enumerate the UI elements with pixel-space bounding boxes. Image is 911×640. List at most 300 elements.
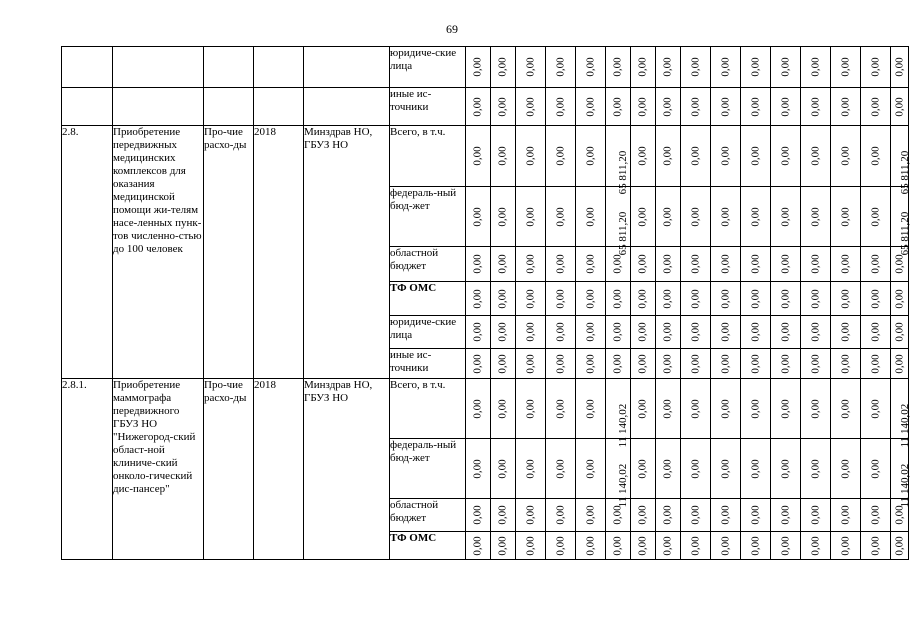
value-text: 0,00	[749, 96, 761, 117]
value-cell	[801, 187, 831, 247]
value-text: 0,00	[636, 206, 649, 227]
value-text: 0,00	[584, 57, 596, 77]
value-text: 0,00	[893, 353, 905, 374]
value-text: 0,00	[689, 535, 701, 556]
value-cell	[891, 379, 911, 448]
value-text: 0,00	[636, 398, 649, 419]
table-row	[62, 47, 909, 88]
item-year: 2018	[254, 126, 304, 379]
value-cell	[631, 379, 656, 439]
value-text: 65 811,20	[898, 150, 911, 195]
value-cell	[801, 126, 831, 187]
value-cell	[631, 47, 656, 88]
value-cell	[891, 88, 909, 126]
cont-exec	[304, 47, 390, 88]
value-cell	[576, 187, 606, 247]
value-text: 0,00	[719, 206, 731, 227]
cont-name	[113, 88, 204, 126]
value-text: 0,00	[471, 254, 484, 274]
value-text: 0,00	[809, 505, 821, 525]
table-row	[62, 379, 909, 439]
value-text: 11 140,02	[617, 463, 629, 508]
value-cell	[831, 247, 861, 282]
value-text: 0,00	[554, 206, 566, 227]
value-text: 0,00	[611, 505, 624, 525]
value-text: 0,00	[839, 146, 851, 166]
value-cell	[631, 349, 656, 379]
value-text: 0,00	[779, 57, 791, 77]
value-cell	[711, 499, 741, 532]
cont-type	[204, 47, 254, 88]
value-text: 0,00	[779, 206, 791, 227]
value-cell	[681, 379, 711, 439]
value-cell	[681, 532, 711, 560]
item-expense-type: Про-чие расхо-ды	[204, 379, 254, 560]
value-cell	[631, 282, 656, 316]
cont-year	[254, 47, 304, 88]
value-cell	[516, 247, 546, 282]
value-text: 0,00	[636, 458, 649, 479]
value-cell	[711, 532, 741, 560]
value-cell	[711, 379, 741, 439]
value-cell	[741, 316, 771, 349]
source-other: иные ис-точники	[390, 88, 466, 126]
value-cell	[831, 187, 861, 247]
value-text: 0,00	[611, 535, 624, 556]
value-text: 0,00	[749, 398, 761, 419]
value-text: 0,00	[636, 322, 649, 342]
value-text: 0,00	[893, 254, 905, 274]
value-text: 0,00	[779, 353, 791, 374]
value-cell	[491, 532, 516, 560]
value-text: 0,00	[554, 398, 566, 419]
table-row	[62, 88, 909, 126]
value-text: 11 140,02	[898, 403, 911, 448]
value-text: 0,00	[809, 353, 821, 374]
value-text: 0,00	[584, 96, 596, 117]
value-cell	[606, 282, 631, 316]
value-text: 0,00	[779, 146, 791, 166]
value-text: 0,00	[496, 206, 509, 227]
value-cell	[516, 349, 546, 379]
value-text: 0,00	[554, 458, 566, 479]
value-cell	[656, 499, 681, 532]
value-text: 0,00	[584, 458, 596, 479]
value-cell	[801, 282, 831, 316]
value-text: 0,00	[584, 535, 596, 556]
item-number: 2.8.	[62, 126, 113, 379]
value-text: 0,00	[471, 398, 484, 419]
value-cell	[491, 379, 516, 439]
value-text: 0,00	[524, 322, 536, 342]
value-text: 0,00	[839, 353, 851, 374]
value-text: 0,00	[661, 57, 674, 77]
value-cell	[606, 532, 631, 560]
value-text: 0,00	[689, 458, 701, 479]
value-text: 0,00	[524, 535, 536, 556]
value-cell	[801, 88, 831, 126]
value-text: 0,00	[471, 353, 484, 374]
cont-exec	[304, 88, 390, 126]
value-cell	[711, 88, 741, 126]
value-cell	[891, 247, 909, 282]
value-text: 0,00	[584, 206, 596, 227]
value-text: 0,00	[471, 206, 484, 227]
value-cell	[741, 532, 771, 560]
source-total: Всего, в т.ч.	[390, 126, 466, 187]
value-cell	[466, 379, 491, 439]
value-text: 0,00	[893, 322, 905, 342]
value-cell	[466, 316, 491, 349]
value-cell	[681, 282, 711, 316]
value-text: 0,00	[636, 505, 649, 525]
value-text: 0,00	[661, 146, 674, 166]
value-text: 65 811,20	[617, 211, 629, 256]
value-text: 0,00	[524, 353, 536, 374]
value-text: 0,00	[779, 322, 791, 342]
item-name: Приобретение передвижных медицинских комплексов для оказания медицинской помощи жи-телям насе-ленных пунк-тов численно-стью до 100 человек	[113, 126, 204, 379]
value-cell	[831, 499, 861, 532]
value-text: 0,00	[689, 398, 701, 419]
value-text: 0,00	[809, 398, 821, 419]
value-text: 0,00	[496, 353, 509, 374]
value-cell	[491, 316, 516, 349]
value-cell	[891, 499, 909, 532]
value-cell	[546, 247, 576, 282]
value-cell	[606, 316, 631, 349]
value-cell	[656, 532, 681, 560]
value-cell	[656, 316, 681, 349]
value-cell	[491, 88, 516, 126]
value-text: 0,00	[869, 535, 881, 556]
value-cell	[861, 532, 891, 560]
value-text: 0,00	[471, 146, 484, 166]
value-text: 0,00	[661, 535, 674, 556]
value-text: 0,00	[611, 322, 624, 342]
value-text: 0,00	[869, 206, 881, 227]
value-cell	[741, 88, 771, 126]
value-text: 0,00	[689, 322, 701, 342]
value-text: 0,00	[689, 206, 701, 227]
value-cell	[741, 379, 771, 439]
value-cell	[831, 349, 861, 379]
value-text: 0,00	[554, 505, 566, 525]
value-text: 0,00	[496, 146, 509, 166]
value-cell	[891, 282, 909, 316]
value-text: 0,00	[689, 96, 701, 117]
value-cell	[741, 47, 771, 88]
value-cell	[801, 316, 831, 349]
value-text: 0,00	[779, 458, 791, 479]
value-cell	[606, 187, 631, 256]
value-text: 0,00	[524, 398, 536, 419]
value-cell	[681, 187, 711, 247]
value-text: 0,00	[749, 458, 761, 479]
value-text: 0,00	[839, 206, 851, 227]
value-text: 0,00	[584, 146, 596, 166]
cont-name	[113, 47, 204, 88]
value-cell	[831, 532, 861, 560]
value-cell	[681, 126, 711, 187]
value-text: 0,00	[839, 96, 851, 117]
value-cell	[861, 379, 891, 439]
value-cell	[546, 47, 576, 88]
value-text: 0,00	[689, 505, 701, 525]
value-text: 0,00	[661, 505, 674, 525]
value-text: 0,00	[661, 96, 674, 117]
value-text: 0,00	[496, 535, 509, 556]
value-text: 0,00	[636, 96, 649, 117]
value-cell	[861, 282, 891, 316]
value-text: 0,00	[611, 254, 624, 274]
value-text: 0,00	[869, 288, 881, 309]
value-text: 0,00	[584, 398, 596, 419]
value-text: 0,00	[524, 254, 536, 274]
value-cell	[631, 88, 656, 126]
value-text: 0,00	[839, 322, 851, 342]
value-cell	[891, 47, 909, 88]
value-cell	[861, 47, 891, 88]
value-cell	[546, 439, 576, 499]
value-cell	[861, 499, 891, 532]
value-text: 0,00	[809, 206, 821, 227]
value-text: 0,00	[584, 288, 596, 309]
value-cell	[606, 349, 631, 379]
value-cell	[491, 126, 516, 187]
value-text: 0,00	[719, 535, 731, 556]
budget-table	[61, 46, 909, 560]
value-cell	[466, 282, 491, 316]
value-cell	[606, 88, 631, 126]
value-text: 0,00	[554, 57, 566, 77]
item-year: 2018	[254, 379, 304, 560]
value-text: 0,00	[496, 398, 509, 419]
value-cell	[491, 439, 516, 499]
value-text: 0,00	[471, 57, 484, 77]
value-cell	[656, 247, 681, 282]
value-cell	[861, 126, 891, 187]
value-text: 0,00	[839, 505, 851, 525]
value-text: 0,00	[524, 288, 536, 309]
value-text: 0,00	[524, 146, 536, 166]
value-cell	[831, 379, 861, 439]
value-text: 0,00	[809, 458, 821, 479]
value-cell	[516, 499, 546, 532]
value-cell	[771, 88, 801, 126]
value-cell	[466, 532, 491, 560]
value-text: 0,00	[524, 96, 536, 117]
value-cell	[741, 439, 771, 499]
value-cell	[576, 47, 606, 88]
value-cell	[466, 187, 491, 247]
value-cell	[771, 187, 801, 247]
cont-num	[62, 88, 113, 126]
value-cell	[546, 88, 576, 126]
value-text: 0,00	[496, 458, 509, 479]
value-cell	[576, 126, 606, 187]
value-text: 0,00	[471, 322, 484, 342]
value-text: 0,00	[719, 146, 731, 166]
value-text: 0,00	[554, 535, 566, 556]
value-text: 0,00	[611, 288, 624, 309]
value-text: 0,00	[779, 505, 791, 525]
value-cell	[576, 282, 606, 316]
value-text: 0,00	[471, 96, 484, 117]
value-cell	[516, 47, 546, 88]
value-cell	[466, 349, 491, 379]
value-cell	[711, 316, 741, 349]
value-text: 0,00	[839, 458, 851, 479]
value-cell	[891, 126, 911, 195]
source-regional: областной бюджет	[390, 499, 466, 532]
value-cell	[741, 247, 771, 282]
value-text: 0,00	[524, 458, 536, 479]
value-text: 0,00	[839, 254, 851, 274]
value-text: 0,00	[554, 353, 566, 374]
value-cell	[631, 187, 656, 247]
value-cell	[861, 187, 891, 247]
value-text: 0,00	[554, 322, 566, 342]
item-expense-type: Про-чие расхо-ды	[204, 126, 254, 379]
value-cell	[606, 247, 631, 282]
value-cell	[681, 439, 711, 499]
value-cell	[831, 439, 861, 499]
value-text: 0,00	[749, 57, 761, 77]
value-cell	[466, 88, 491, 126]
value-text: 0,00	[749, 322, 761, 342]
value-text: 0,00	[893, 505, 905, 525]
value-cell	[491, 247, 516, 282]
value-text: 0,00	[661, 288, 674, 309]
value-text: 0,00	[749, 206, 761, 227]
value-text: 0,00	[611, 57, 624, 77]
value-cell	[631, 316, 656, 349]
value-cell	[801, 349, 831, 379]
value-cell	[606, 47, 631, 88]
value-cell	[801, 379, 831, 439]
value-cell	[711, 247, 741, 282]
value-cell	[741, 282, 771, 316]
value-cell	[576, 439, 606, 499]
value-text: 0,00	[689, 353, 701, 374]
item-name: Приобретение маммографа передвижного ГБУЗ НО "Нижегород-ский област-ной клиниче-ский онколо-гический дис-пансер"	[113, 379, 204, 560]
value-cell	[631, 532, 656, 560]
value-text: 0,00	[809, 254, 821, 274]
cont-num	[62, 47, 113, 88]
value-text: 11 140,02	[898, 463, 911, 508]
value-cell	[576, 316, 606, 349]
value-text: 0,00	[524, 57, 536, 77]
value-cell	[771, 379, 801, 439]
value-text: 0,00	[809, 322, 821, 342]
value-cell	[606, 379, 631, 448]
source-other: иные ис-точники	[390, 349, 466, 379]
value-cell	[801, 439, 831, 499]
item-executor: Минздрав НО, ГБУЗ НО	[304, 126, 390, 379]
value-cell	[576, 532, 606, 560]
value-text: 0,00	[779, 96, 791, 117]
value-text: 65 811,20	[898, 211, 911, 256]
value-cell	[801, 499, 831, 532]
value-text: 0,00	[471, 288, 484, 309]
value-text: 0,00	[554, 96, 566, 117]
value-cell	[891, 187, 911, 256]
value-cell	[831, 316, 861, 349]
value-text: 0,00	[719, 288, 731, 309]
value-cell	[771, 247, 801, 282]
value-text: 0,00	[636, 57, 649, 77]
value-cell	[656, 379, 681, 439]
value-cell	[656, 187, 681, 247]
value-text: 0,00	[893, 288, 905, 309]
value-text: 0,00	[636, 288, 649, 309]
value-cell	[771, 316, 801, 349]
value-text: 0,00	[869, 458, 881, 479]
value-cell	[891, 439, 911, 508]
value-cell	[491, 499, 516, 532]
value-cell	[681, 349, 711, 379]
value-text: 0,00	[869, 505, 881, 525]
value-text: 0,00	[554, 146, 566, 166]
value-cell	[546, 349, 576, 379]
value-cell	[771, 532, 801, 560]
value-cell	[491, 349, 516, 379]
value-cell	[711, 282, 741, 316]
value-text: 0,00	[496, 505, 509, 525]
value-cell	[606, 126, 631, 195]
value-cell	[516, 379, 546, 439]
value-text: 0,00	[719, 398, 731, 419]
value-text: 0,00	[869, 322, 881, 342]
value-text: 0,00	[471, 458, 484, 479]
value-cell	[606, 499, 631, 532]
value-cell	[576, 499, 606, 532]
value-text: 0,00	[689, 254, 701, 274]
value-text: 0,00	[839, 288, 851, 309]
value-text: 0,00	[719, 505, 731, 525]
value-cell	[891, 316, 909, 349]
value-cell	[606, 439, 631, 508]
value-text: 0,00	[839, 535, 851, 556]
value-cell	[546, 126, 576, 187]
source-total: Всего, в т.ч.	[390, 379, 466, 439]
value-text: 0,00	[749, 505, 761, 525]
value-text: 0,00	[893, 96, 905, 117]
value-cell	[801, 247, 831, 282]
value-text: 0,00	[809, 146, 821, 166]
source-legal: юридиче-ские лица	[390, 316, 466, 349]
value-text: 0,00	[554, 254, 566, 274]
value-text: 0,00	[719, 322, 731, 342]
value-text: 0,00	[869, 353, 881, 374]
value-text: 0,00	[869, 96, 881, 117]
value-cell	[546, 316, 576, 349]
value-cell	[491, 187, 516, 247]
value-cell	[711, 187, 741, 247]
value-cell	[741, 187, 771, 247]
value-cell	[576, 349, 606, 379]
source-legal: юридиче-ские лица	[390, 47, 466, 88]
value-cell	[801, 532, 831, 560]
value-cell	[681, 316, 711, 349]
value-cell	[891, 349, 909, 379]
value-text: 0,00	[584, 353, 596, 374]
value-cell	[711, 439, 741, 499]
value-cell	[576, 379, 606, 439]
value-text: 0,00	[524, 206, 536, 227]
value-text: 0,00	[719, 353, 731, 374]
page-number: 69	[446, 22, 458, 36]
